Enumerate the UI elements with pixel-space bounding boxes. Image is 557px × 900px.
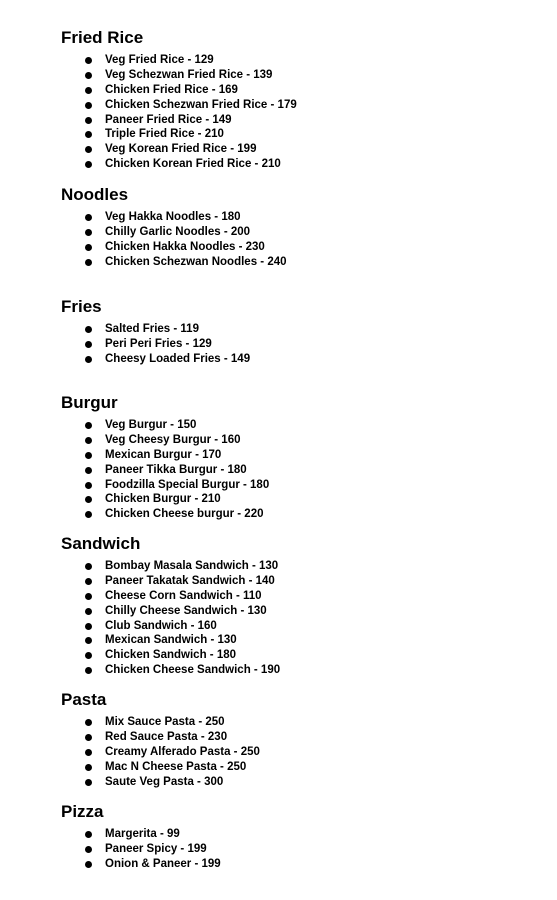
menu-item-text: Chicken Korean Fried Rice - 210	[105, 158, 281, 171]
bullet-icon	[85, 87, 92, 94]
bullet-icon	[85, 861, 92, 868]
bullet-icon	[85, 356, 92, 363]
menu-item-text: Veg Schezwan Fried Rice - 139	[105, 68, 273, 81]
menu-item-text: Paneer Fried Rice - 149	[105, 113, 232, 126]
menu-item-text: Chicken Cheese Sandwich - 190	[105, 664, 281, 677]
menu-item	[61, 83, 541, 98]
menu-item	[61, 589, 541, 604]
menu-item	[61, 842, 541, 857]
bullet-icon	[85, 563, 92, 570]
bullet-icon	[85, 244, 92, 251]
menu-item-text: Paneer Tikka Burgur - 180	[105, 463, 247, 476]
menu-item	[61, 745, 541, 760]
menu-item	[61, 478, 541, 493]
menu-item	[61, 715, 541, 730]
menu-item	[61, 663, 541, 678]
menu-item	[61, 448, 541, 463]
menu-item-text: Mexican Burgur - 170	[105, 448, 222, 461]
menu-section	[61, 393, 541, 522]
menu-item	[61, 760, 541, 775]
menu-section	[61, 690, 541, 789]
bullet-icon	[85, 719, 92, 726]
menu-item	[61, 492, 541, 507]
menu-item-list	[61, 715, 541, 789]
menu-item-list	[61, 418, 541, 522]
bullet-icon	[85, 102, 92, 109]
menu-item-list	[61, 827, 541, 872]
menu-item-text: Mexican Sandwich - 130	[105, 634, 237, 647]
bullet-icon	[85, 578, 92, 585]
menu-item-text: Veg Cheesy Burgur - 160	[105, 433, 241, 446]
menu-item-text: Triple Fried Rice - 210	[105, 128, 224, 141]
menu-item	[61, 463, 541, 478]
menu-item-text: Bombay Masala Sandwich - 130	[105, 560, 279, 572]
bullet-icon	[85, 764, 92, 771]
bullet-icon	[85, 608, 92, 615]
menu-section	[61, 28, 541, 172]
section-heading: Fries	[61, 297, 102, 316]
menu-item-text: Chicken Cheese burgur - 220	[105, 508, 264, 521]
bullet-icon	[85, 161, 92, 168]
menu-item	[61, 827, 541, 842]
menu-item-text: Cheesy Loaded Fries - 149	[105, 352, 251, 365]
menu-item-text: Margerita - 99	[105, 828, 180, 840]
menu-item	[61, 68, 541, 83]
menu-item-text: Chicken Hakka Noodles - 230	[105, 240, 265, 253]
bullet-icon	[85, 57, 92, 64]
menu-item-text: Chicken Fried Rice - 169	[105, 83, 238, 96]
bullet-icon	[85, 452, 92, 459]
menu-item-text: Paneer Spicy - 199	[105, 842, 207, 855]
bullet-icon	[85, 467, 92, 474]
bullet-icon	[85, 437, 92, 444]
menu-item	[61, 240, 541, 255]
menu-item	[61, 730, 541, 745]
menu-item	[61, 157, 541, 172]
bullet-icon	[85, 779, 92, 786]
bullet-icon	[85, 146, 92, 153]
menu-item-text: Club Sandwich - 160	[105, 619, 217, 632]
menu-item	[61, 225, 541, 240]
menu-item-text: Red Sauce Pasta - 230	[105, 730, 228, 743]
menu-item	[61, 574, 541, 589]
menu-item-text: Veg Korean Fried Rice - 199	[105, 143, 257, 156]
menu-item	[61, 604, 541, 619]
bullet-icon	[85, 496, 92, 503]
bullet-icon	[85, 593, 92, 600]
menu-item-text: Chilly Garlic Noodles - 200	[105, 225, 251, 238]
menu-item	[61, 142, 541, 157]
menu-section	[61, 185, 541, 270]
section-heading: Noodles	[61, 185, 129, 204]
bullet-icon	[85, 214, 92, 221]
bullet-icon	[85, 72, 92, 79]
menu-item	[61, 255, 541, 270]
bullet-icon	[85, 734, 92, 741]
menu-item	[61, 418, 541, 433]
menu-item	[61, 648, 541, 663]
menu-section	[61, 802, 541, 872]
bullet-icon	[85, 831, 92, 838]
menu-item-text: Chilly Cheese Sandwich - 130	[105, 604, 267, 617]
menu-item	[61, 352, 541, 367]
menu-item-list	[61, 53, 541, 172]
menu-item-text: Creamy Alferado Pasta - 250	[105, 745, 260, 758]
menu-item-text: Veg Hakka Noodles - 180	[105, 211, 241, 223]
menu-item	[61, 98, 541, 113]
section-heading: Burgur	[61, 393, 118, 412]
menu-item	[61, 633, 541, 648]
bullet-icon	[85, 422, 92, 429]
menu-item-text: Chicken Burgur - 210	[105, 493, 221, 506]
bullet-icon	[85, 511, 92, 518]
menu-item-text: Mix Sauce Pasta - 250	[105, 716, 225, 728]
menu-item-text: Foodzilla Special Burgur - 180	[105, 478, 270, 491]
menu-item	[61, 113, 541, 128]
menu-item-text: Paneer Takatak Sandwich - 140	[105, 574, 275, 587]
bullet-icon	[85, 846, 92, 853]
menu-item-text: Onion & Paneer - 199	[105, 857, 221, 870]
menu-item	[61, 53, 541, 68]
menu-item-text: Veg Burgur - 150	[105, 419, 197, 431]
bullet-icon	[85, 623, 92, 630]
menu-item-list	[61, 322, 541, 367]
section-heading: Pasta	[61, 690, 107, 709]
bullet-icon	[85, 131, 92, 138]
menu-item-text: Chicken Schezwan Fried Rice - 179	[105, 98, 297, 111]
bullet-icon	[85, 259, 92, 266]
bullet-icon	[85, 637, 92, 644]
bullet-icon	[85, 652, 92, 659]
menu-item-list	[61, 210, 541, 270]
bullet-icon	[85, 229, 92, 236]
menu-section	[61, 534, 541, 678]
menu-item	[61, 507, 541, 522]
menu-item-text: Cheese Corn Sandwich - 110	[105, 589, 262, 602]
menu-item-text: Saute Veg Pasta - 300	[105, 775, 224, 788]
menu-item	[61, 322, 541, 337]
menu-item	[61, 210, 541, 225]
menu-item-text: Mac N Cheese Pasta - 250	[105, 760, 247, 773]
menu-item	[61, 337, 541, 352]
bullet-icon	[85, 482, 92, 489]
menu-item	[61, 559, 541, 574]
section-heading: Sandwich	[61, 534, 141, 553]
menu-section	[61, 297, 541, 367]
bullet-icon	[85, 749, 92, 756]
menu-item-text: Chicken Sandwich - 180	[105, 649, 237, 662]
menu-item-text: Peri Peri Fries - 129	[105, 337, 212, 350]
bullet-icon	[85, 326, 92, 333]
section-heading: Pizza	[61, 802, 104, 821]
bullet-icon	[85, 667, 92, 674]
menu-item	[61, 775, 541, 790]
menu-item-text: Chicken Schezwan Noodles - 240	[105, 255, 287, 268]
menu-item	[61, 433, 541, 448]
menu-item-text: Salted Fries - 119	[105, 323, 199, 335]
section-heading: Fried Rice	[61, 28, 144, 47]
bullet-icon	[85, 341, 92, 348]
menu-item-text: Veg Fried Rice - 129	[105, 54, 214, 66]
menu-item	[61, 127, 541, 142]
menu-item-list	[61, 559, 541, 678]
menu-item	[61, 857, 541, 872]
menu-item	[61, 619, 541, 634]
bullet-icon	[85, 117, 92, 124]
